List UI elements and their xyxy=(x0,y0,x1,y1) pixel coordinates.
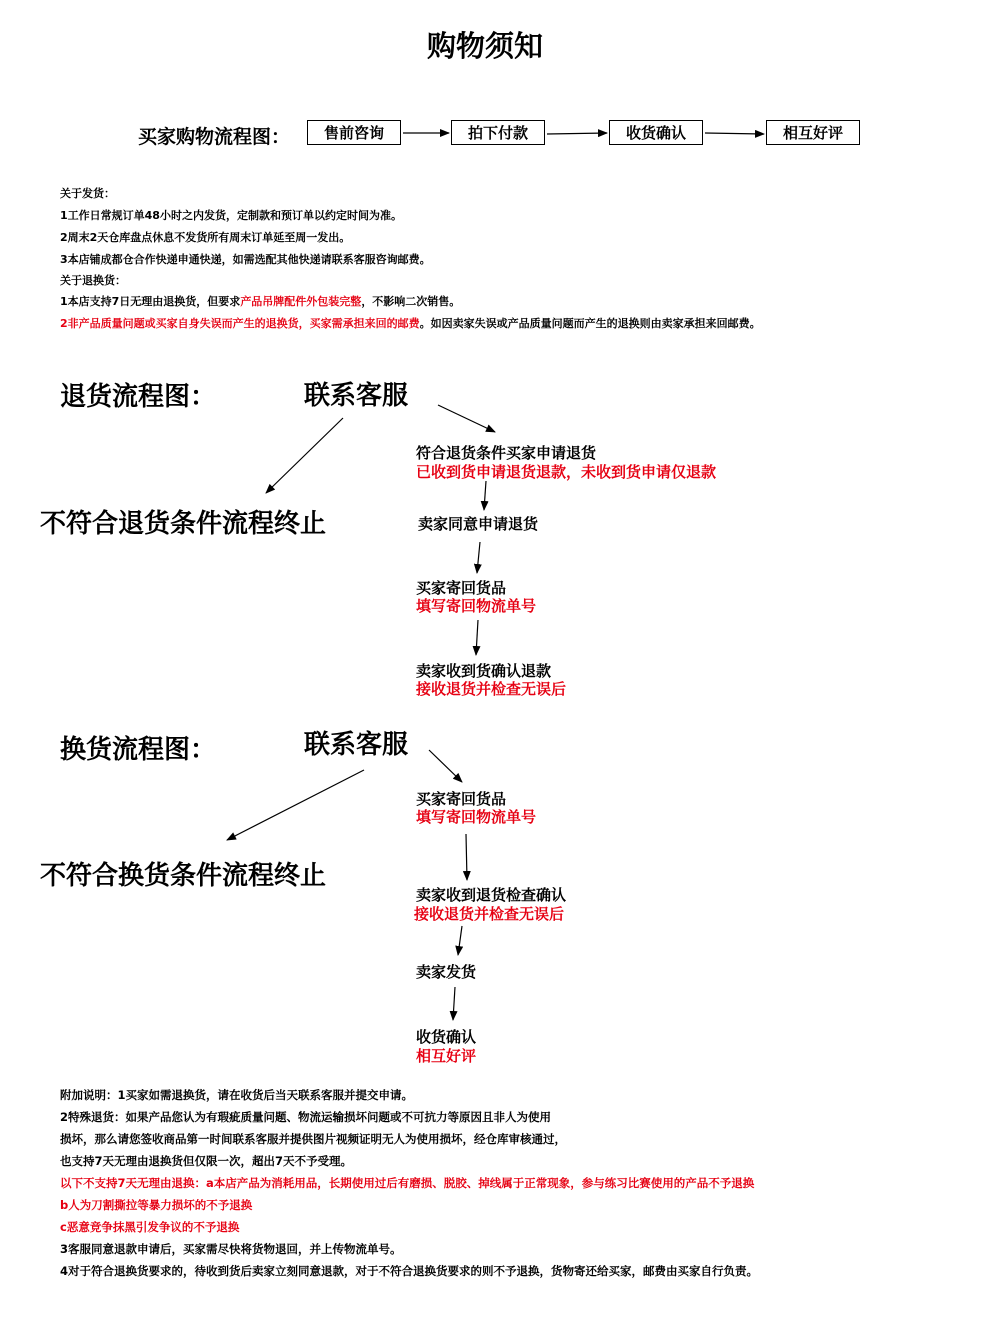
arrow-return-reject xyxy=(266,418,343,493)
return-step-4: 卖家收到货确认退款 xyxy=(416,662,552,680)
footer-end-line-1: 3客服同意退款申请后，买家需尽快将货物退回，并上传物流单号。 xyxy=(60,1242,402,1256)
footer-line-4: 也支持7天无理由退换货但仅限一次，超出7天不予受理。 xyxy=(60,1154,353,1168)
return-step-3-note: 填写寄回物流单号 xyxy=(416,597,537,615)
return-flow-reject: 不符合退货条件流程终止 xyxy=(40,509,327,539)
footer-red-line-1: 以下不支持7天无理由退换：a本店产品为消耗用品，长期使用过后有磨损、脱胶、掉线属于正常现象，参与练习比赛使用的产品不予退换 xyxy=(60,1176,755,1190)
shipping-line-1: 1工作日常规订单48小时之内发货，定制款和预订单以约定时间为准。 xyxy=(60,209,402,222)
exchange-step-4-note: 相互好评 xyxy=(416,1047,477,1065)
return-flow-start: 联系客服 xyxy=(304,381,409,411)
return-step-1-note: 已收到货申请退货退款，未收到货申请仅退款 xyxy=(416,463,717,481)
return-step-4-note: 接收退货并检查无误后 xyxy=(416,680,567,698)
returns-heading: 关于退换货： xyxy=(60,274,126,287)
return-step-1: 符合退货条件买家申请退货 xyxy=(416,444,597,462)
returns-line-2-red: 非产品质量问题或买家自身失误而产生的退换货，买家需承担来回的邮费 xyxy=(67,317,420,330)
purchase-step-pay: 拍下付款 xyxy=(451,120,545,145)
returns-line-1-a: 1本店支持7日无理由退换货，但要求 xyxy=(60,295,241,308)
purchase-step-receive: 收货确认 xyxy=(609,120,703,145)
exchange-flow-label: 换货流程图： xyxy=(60,735,217,765)
arrow-exchange-2 xyxy=(466,834,467,880)
exchange-step-3: 卖家发货 xyxy=(416,963,477,981)
footer-line-2: 2特殊退货：如果产品您认为有瑕疵质量问题、物流运输损坏问题或不可抗力等原因且非人为使用 xyxy=(60,1110,551,1124)
shipping-heading: 关于发货： xyxy=(60,187,115,200)
exchange-step-1-note: 填写寄回物流单号 xyxy=(416,808,537,826)
exchange-flow-start: 联系客服 xyxy=(304,730,409,760)
arrow-return-2 xyxy=(484,481,486,510)
returns-line-1-red: 产品吊牌配件外包装完整 xyxy=(240,295,362,308)
arrow-exchange-3 xyxy=(458,926,462,955)
arrow-purchase-2 xyxy=(547,133,607,134)
exchange-flow-reject: 不符合换货条件流程终止 xyxy=(40,861,327,891)
returns-line-2-b: 。如因卖家失误或产品质量问题而产生的退换则由卖家承担来回邮费。 xyxy=(419,317,761,330)
arrow-purchase-3 xyxy=(705,133,764,134)
footer-line-1: 附加说明：1买家如需退换货，请在收货后当天联系客服并提交申请。 xyxy=(60,1088,413,1102)
returns-line-2-num: 2 xyxy=(60,317,68,330)
purchase-flow-label: 买家购物流程图： xyxy=(138,126,291,148)
purchase-step-consult: 售前咨询 xyxy=(307,120,401,145)
footer-end-line-2: 4对于符合退换货要求的，待收到货后卖家立刻同意退款，对于不符合退换货要求的则不予退换，货物寄还给买家，邮费由买家自行负责。 xyxy=(60,1264,758,1278)
return-step-3: 买家寄回货品 xyxy=(416,579,507,597)
exchange-step-4: 收货确认 xyxy=(416,1028,477,1046)
exchange-step-2-note: 接收退货并检查无误后 xyxy=(414,905,565,923)
footer-red-line-3: c恶意竞争抹黑引发争议的不予退换 xyxy=(60,1220,240,1234)
arrow-exchange-reject xyxy=(227,770,364,840)
arrow-return-4 xyxy=(476,620,478,655)
page-title: 购物须知 xyxy=(426,29,543,63)
returns-line-1-b: ，不影响二次销售。 xyxy=(361,295,461,308)
exchange-step-1: 买家寄回货品 xyxy=(416,790,507,808)
exchange-step-2: 卖家收到退货检查确认 xyxy=(416,886,567,904)
return-flow-label: 退货流程图： xyxy=(60,382,217,412)
shipping-line-2: 2周末2天仓库盘点休息不发货所有周末订单延至周一发出。 xyxy=(60,231,351,244)
arrow-exchange-4 xyxy=(453,987,455,1020)
footer-red-line-2: b人为刀割撕拉等暴力损坏的不予退换 xyxy=(60,1198,253,1212)
arrow-return-3 xyxy=(477,542,480,573)
shipping-line-3: 3本店铺成都仓合作快递申通快递，如需选配其他快递请联系客服咨询邮费。 xyxy=(60,253,431,266)
purchase-step-review: 相互好评 xyxy=(766,120,860,145)
footer-line-3: 损坏，那么请您签收商品第一时间联系客服并提供图片视频证明无人为使用损坏，经仓库审核通过， xyxy=(60,1132,566,1146)
return-step-2: 卖家同意申请退货 xyxy=(418,515,539,533)
arrow-return-accept xyxy=(438,405,495,432)
arrow-exchange-accept xyxy=(429,750,462,782)
